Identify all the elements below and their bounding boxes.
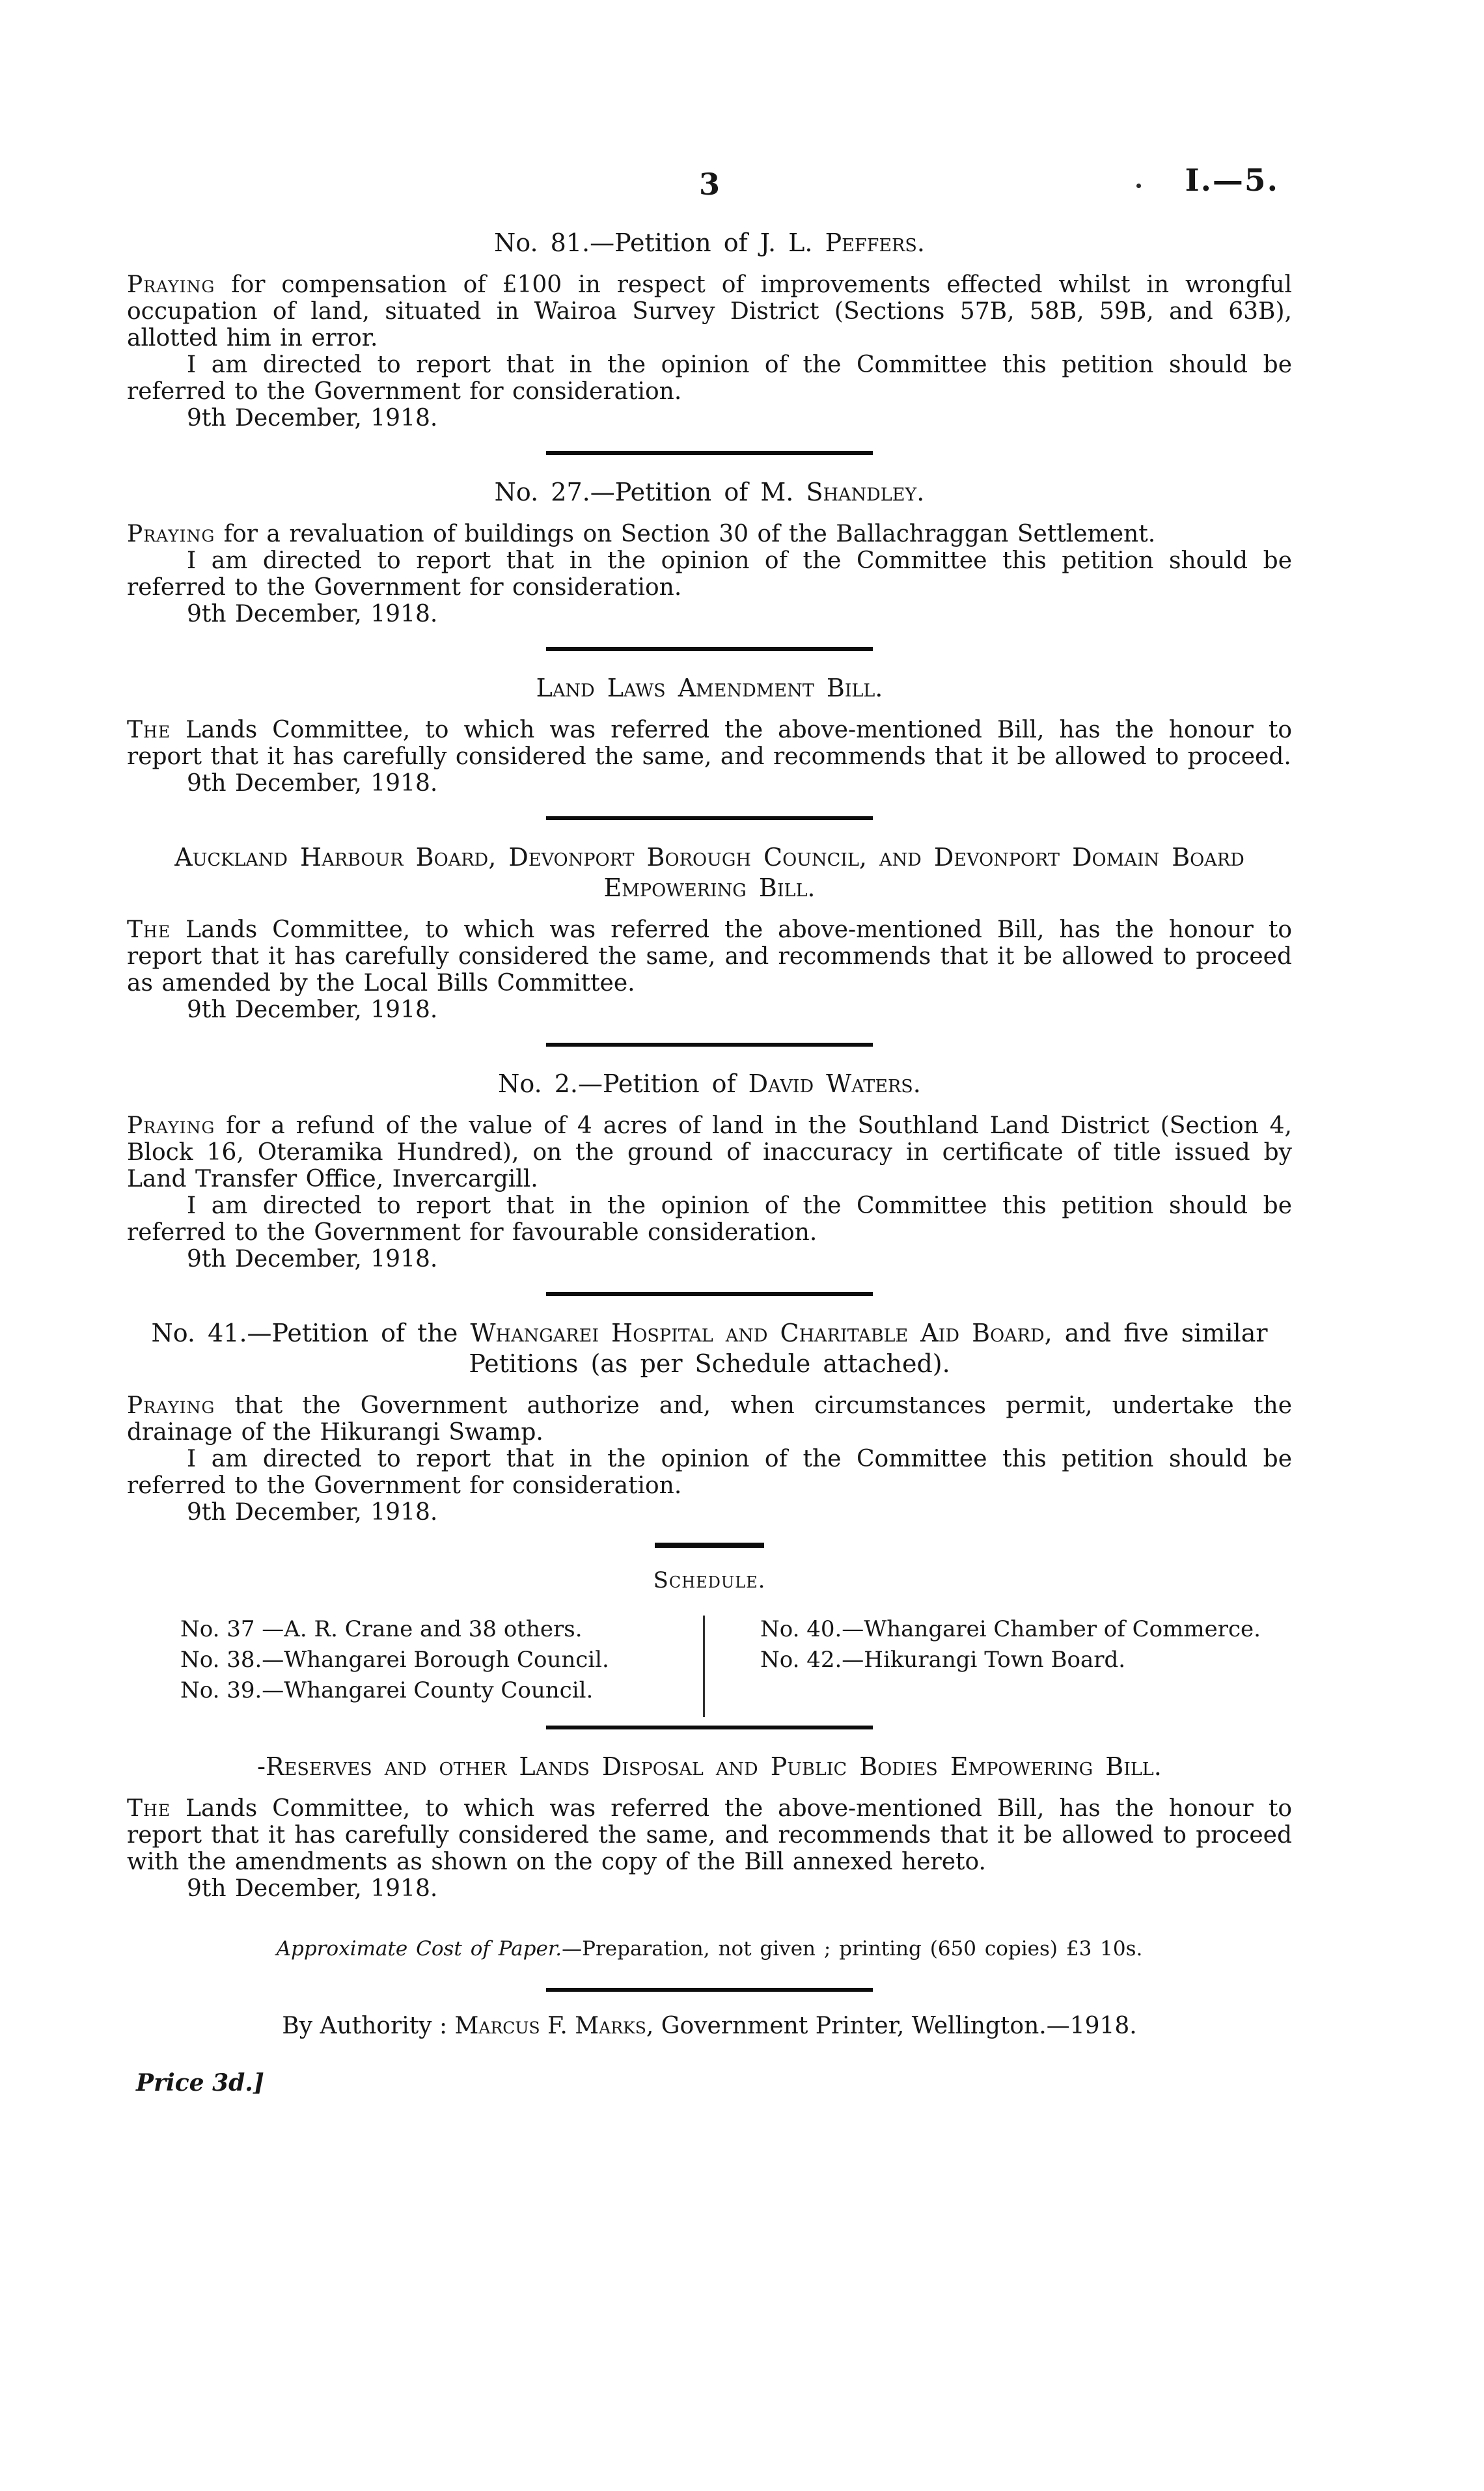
page-header (127, 163, 1292, 206)
schedule (127, 1567, 1292, 1729)
page-number: 3 (698, 167, 721, 202)
cost-note (127, 1937, 1292, 1961)
heading-text: No. 81.—Petition of J. L. (494, 228, 825, 257)
lead-word: Praying (127, 271, 215, 298)
heading-text: No. 2.—Petition of (498, 1069, 749, 1098)
schedule-item: No. 37 —A. R. Crane and 38 others. (180, 1616, 583, 1642)
section-petition-peffers (127, 228, 1292, 455)
section-heading (127, 1069, 1292, 1099)
date-line: 9th December, 1918. (187, 1875, 438, 1902)
heading-line2: Petitions (as per Schedule attached). (469, 1349, 950, 1378)
section-heading (127, 673, 1292, 704)
lead-word: The (127, 1795, 171, 1822)
report-paragraph (127, 916, 1292, 997)
paragraph-text: for a revaluation of buildings on Section 30 of the Ballachraggan Settlement. (215, 521, 1156, 547)
date-line: 9th December, 1918. (187, 1499, 438, 1526)
date-line: 9th December, 1918. (187, 997, 438, 1023)
report-paragraph: I am directed to report that in the opinion of the Committee this petition should be referred to the Government for favourable consideration. (127, 1192, 1292, 1246)
section-divider-rule (546, 1043, 873, 1047)
lead-word: Praying (127, 1112, 215, 1139)
section-divider-rule (546, 451, 873, 455)
section-heading (127, 477, 1292, 508)
bill-title-line2: Empowering Bill. (603, 874, 816, 902)
footer-rule (546, 1988, 873, 1992)
date-line: 9th December, 1918. (187, 405, 438, 432)
heading-text: No. 41.—Petition of the (151, 1319, 471, 1347)
paragraph-text: for compensation of £100 in respect of improvements effected whilst in wrongful occupation of land, situated in Wairoa Survey District (Sections 57B, 58B, 59B, and 63B), allotted him in error. (127, 271, 1292, 351)
column-divider-rule (703, 1616, 705, 1717)
price-note: Price 3d.] (136, 2069, 264, 2097)
petition-paragraph (127, 271, 1292, 351)
section-harbour-empowering-bill (127, 842, 1292, 1047)
petition-paragraph (127, 1392, 1292, 1446)
bill-title: -Reserves and other Lands Disposal and Public Bodies Empowering Bill. (257, 1752, 1162, 1781)
ink-speck (1136, 184, 1141, 188)
petition-paragraph (127, 521, 1292, 547)
section-divider-rule (546, 1726, 873, 1729)
petitioner-name: Shandley. (806, 478, 925, 506)
petitioner-name: Whangarei Hospital and Charitable Aid Board (470, 1319, 1045, 1347)
heading-text-post: , and five similar (1044, 1319, 1268, 1347)
lead-word: The (127, 916, 171, 943)
paragraph-text: for a refund of the value of 4 acres of land in the Southland Land District (Section 4, Block 16, Oteramika Hundred), on the ground of inaccuracy in certificate of title issued by Land Transfer Office, Invercargill. (127, 1112, 1292, 1192)
schedule-item: No. 42.—Hikurangi Town Board. (760, 1647, 1126, 1673)
report-paragraph: I am directed to report that in the opinion of the Committee this petition should be referred to the Government for consideration. (127, 1446, 1292, 1499)
schedule-top-rule (655, 1543, 764, 1548)
section-petition-shandley (127, 477, 1292, 651)
petitioner-name: David Waters. (748, 1069, 921, 1098)
paragraph-text: that the Government authorize and, when circumstances permit, undertake the drainage of the Hikurangi Swamp. (127, 1392, 1292, 1446)
section-heading (127, 1752, 1292, 1782)
report-paragraph (127, 1795, 1292, 1875)
lead-word: The (127, 717, 171, 743)
report-paragraph: I am directed to report that in the opinion of the Committee this petition should be referred to the Government for consideration. (127, 351, 1292, 405)
imprint-pre: By Authority : (282, 2013, 455, 2039)
section-divider-rule (546, 1292, 873, 1296)
lead-word: Praying (127, 521, 215, 547)
paper-number: I.—5. (1185, 163, 1279, 199)
section-heading (127, 228, 1292, 258)
paragraph-text: Lands Committee, to which was referred the above-mentioned Bill, has the honour to report that it has carefully considered the same, and recommends that it be allowed to proceed with the amendments as shown on the copy of the Bill annexed hereto. (127, 1795, 1292, 1875)
imprint-post: , Government Printer, Wellington.—1918. (646, 2013, 1137, 2039)
bill-title: Land Laws Amendment Bill. (536, 674, 883, 702)
schedule-right-column (703, 1614, 1261, 1706)
page-content (127, 163, 1292, 2097)
section-heading (127, 842, 1292, 903)
imprint-line (127, 2013, 1292, 2039)
section-divider-rule (546, 816, 873, 820)
section-land-laws-bill (127, 673, 1292, 820)
petitioner-name: Peffers. (825, 228, 925, 257)
schedule-columns (127, 1614, 1292, 1706)
lead-word: Praying (127, 1392, 215, 1419)
section-petition-whangarei (127, 1318, 1292, 1548)
section-petition-waters (127, 1069, 1292, 1296)
schedule-title: Schedule. (653, 1567, 766, 1593)
section-reserves-bill (127, 1752, 1292, 1902)
bill-title-line1: Auckland Harbour Board, Devonport Borough Council, and Devonport Domain Board (174, 843, 1244, 872)
petition-paragraph (127, 1112, 1292, 1192)
heading-text: No. 27.—Petition of M. (494, 478, 806, 506)
paragraph-text: Lands Committee, to which was referred the above-mentioned Bill, has the honour to report that it has carefully considered the same, and recommends that it be allowed to proceed. (127, 717, 1292, 770)
date-line: 9th December, 1918. (187, 601, 438, 627)
report-paragraph: I am directed to report that in the opinion of the Committee this petition should be referred to the Government for consideration. (127, 547, 1292, 601)
schedule-left-column (127, 1614, 703, 1706)
cost-note-rest: —Preparation, not given ; printing (650 copies) £3 10s. (562, 1937, 1143, 1961)
section-heading (127, 1318, 1292, 1379)
printer-name: Marcus F. Marks (454, 2013, 646, 2039)
date-line: 9th December, 1918. (187, 770, 438, 797)
section-divider-rule (546, 647, 873, 651)
date-line: 9th December, 1918. (187, 1246, 438, 1273)
schedule-item: No. 40.—Whangarei Chamber of Commerce. (760, 1616, 1261, 1642)
paragraph-text: Lands Committee, to which was referred the above-mentioned Bill, has the honour to report that it has carefully considered the same, and recommends that it be allowed to proceed as amended by the Local Bills Committee. (127, 916, 1292, 997)
report-paragraph (127, 717, 1292, 770)
schedule-heading (127, 1567, 1292, 1593)
schedule-item: No. 39.—Whangarei County Council. (180, 1677, 594, 1703)
schedule-item: No. 38.—Whangarei Borough Council. (180, 1647, 609, 1673)
cost-note-lead: Approximate Cost of Paper. (276, 1937, 562, 1961)
